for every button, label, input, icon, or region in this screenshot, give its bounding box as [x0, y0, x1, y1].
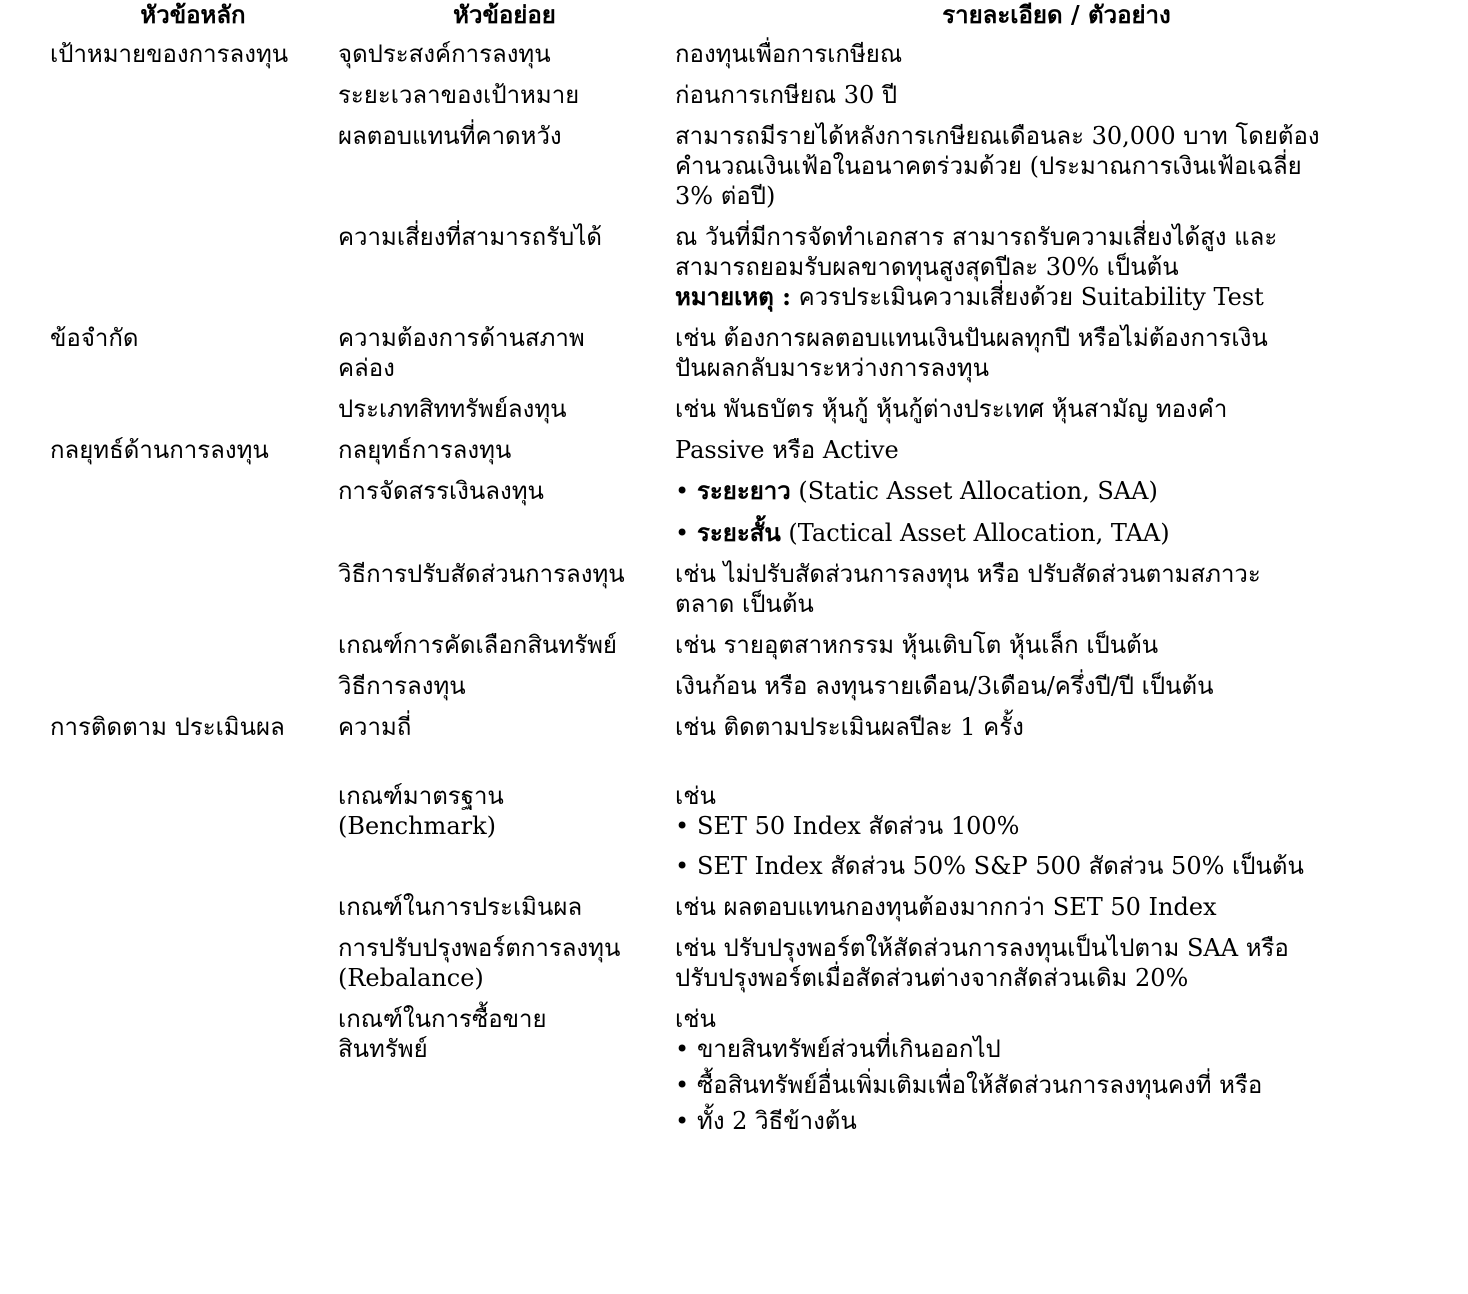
note-text: ควรประเมินความเสี่ยงด้วย Suitability Test — [791, 283, 1264, 311]
table-row — [50, 554, 1440, 625]
detail-line: เช่น ไม่ปรับสัดส่วนการลงทุน หรือ ปรับสัดส่วนตามสภาวะ — [675, 560, 1261, 588]
header-main-topic: หัวข้อหลัก — [140, 0, 246, 29]
bullet-icon: • — [675, 1035, 690, 1063]
detail-line: ณ วันที่มีการจัดทำเอกสาร สามารถรับความเสี่ยงได้สูง และ — [675, 223, 1278, 251]
table-row — [50, 217, 1440, 318]
table-row — [50, 999, 1440, 1142]
table-row — [50, 116, 1440, 217]
sub-topic: เกณฑ์ในการประเมินผล — [338, 893, 583, 921]
sub-topic: ความต้องการด้านสภาพ คล่อง — [338, 324, 585, 382]
detail-cell: เช่น ติดตามประเมินผลปีละ 1 ครั้ง — [675, 713, 1024, 741]
detail-line: สามารถยอมรับผลขาดทุนสูงสุดปีละ 30% เป็นต้น — [675, 253, 1179, 281]
detail-cell — [673, 217, 1440, 318]
main-topic-constraints: ข้อจำกัด — [50, 324, 139, 352]
table-row — [50, 707, 1440, 776]
table-row — [50, 471, 1440, 554]
detail-line: ปันผลกลับมาระหว่างการลงทุน — [675, 354, 990, 382]
note-line — [675, 282, 1440, 312]
detail-cell — [673, 318, 1440, 389]
bullet-icon: • — [675, 519, 690, 547]
detail-cell — [673, 999, 1440, 1142]
bullet-item: • ขายสินทรัพย์ส่วนที่เกินออกไป — [675, 1035, 1001, 1063]
table-row — [50, 389, 1440, 430]
bullet-icon: • — [675, 1107, 690, 1135]
note-label: หมายเหตุ : — [675, 282, 792, 311]
detail-cell: Passive หรือ Active — [675, 436, 899, 464]
detail-line: 3% ต่อปี) — [675, 182, 776, 210]
detail-cell — [673, 554, 1440, 625]
sub-topic: การจัดสรรเงินลงทุน — [338, 477, 544, 505]
detail-line: เช่น ปรับปรุงพอร์ตให้สัดส่วนการลงทุนเป็นไปตาม SAA หรือ — [675, 934, 1289, 962]
table-row — [50, 776, 1440, 887]
sub-topic: วิธีการปรับสัดส่วนการลงทุน — [338, 560, 625, 588]
detail-cell: เช่น พันธบัตร หุ้นกู้ หุ้นกู้ต่างประเทศ หุ้นสามัญ ทองคำ — [675, 395, 1228, 423]
detail-intro: เช่น — [675, 782, 716, 810]
table-row — [50, 928, 1440, 999]
detail-cell: เงินก้อน หรือ ลงทุนรายเดือน/3เดือน/ครึ่งปี/ปี เป็นต้น — [675, 672, 1214, 700]
detail-line: ปรับปรุงพอร์ตเมื่อสัดส่วนต่างจากสัดส่วนเดิม 20% — [675, 964, 1189, 992]
sub-topic: ความเสี่ยงที่สามารถรับได้ — [338, 223, 602, 251]
bullet-item: • ระยะยาว (Static Asset Allocation, SAA) — [675, 476, 1158, 505]
detail-cell: เช่น รายอุตสาหกรรม หุ้นเติบโต หุ้นเล็ก เป็นต้น — [675, 631, 1159, 659]
bullet-item: • ทั้ง 2 วิธีข้างต้น — [675, 1107, 857, 1135]
detail-line: คำนวณเงินเฟ้อในอนาคตร่วมด้วย (ประมาณการเงินเฟ้อเฉลี่ย — [675, 152, 1302, 180]
detail-cell — [673, 928, 1440, 999]
table-row — [50, 430, 1440, 471]
investment-policy-table — [50, 0, 1440, 1142]
header-row — [50, 0, 1440, 34]
sub-topic: เกณฑ์มาตรฐาน (Benchmark) — [338, 782, 504, 840]
table-row — [50, 887, 1440, 928]
sub-topic: กลยุทธ์การลงทุน — [338, 436, 512, 464]
bullet-item: • SET 50 Index สัดส่วน 100% — [675, 812, 1020, 840]
detail-cell — [673, 471, 1440, 554]
detail-cell: ก่อนการเกษียณ 30 ปี — [675, 81, 898, 109]
detail-line: สามารถมีรายได้หลังการเกษียณเดือนละ 30,000 บาท โดยต้อง — [675, 122, 1320, 150]
bullet-item: • SET Index สัดส่วน 50% S&P 500 สัดส่วน 50% เป็นต้น — [675, 852, 1304, 880]
sub-topic: ผลตอบแทนที่คาดหวัง — [338, 122, 562, 150]
sub-topic: ความถี่ — [338, 713, 412, 741]
table-row — [50, 666, 1440, 707]
sub-topic: เกณฑ์ในการซื้อขาย สินทรัพย์ — [338, 1005, 547, 1063]
table-row — [50, 34, 1440, 75]
header-sub-topic: หัวข้อย่อย — [453, 0, 556, 29]
bullet-icon: • — [675, 477, 690, 505]
sub-topic: ประเภทสิททรัพย์ลงทุน — [338, 395, 567, 423]
table-row — [50, 625, 1440, 666]
sub-topic: เกณฑ์การคัดเลือกสินทรัพย์ — [338, 631, 617, 659]
sub-topic: การปรับปรุงพอร์ตการลงทุน (Rebalance) — [338, 934, 621, 992]
detail-line: เช่น ต้องการผลตอบแทนเงินปันผลทุกปี หรือไม่ต้องการเงิน — [675, 324, 1268, 352]
bullet-item: • ระยะสั้น (Tactical Asset Allocation, TAA) — [675, 518, 1170, 547]
bullet-icon: • — [675, 852, 690, 880]
detail-cell — [673, 116, 1440, 217]
detail-cell: เช่น ผลตอบแทนกองทุนต้องมากกว่า SET 50 Index — [675, 893, 1217, 921]
detail-cell: กองทุนเพื่อการเกษียณ — [675, 40, 903, 68]
sub-topic: วิธีการลงทุน — [338, 672, 466, 700]
detail-intro: เช่น — [675, 1005, 716, 1033]
bullet-icon: • — [675, 812, 690, 840]
bullet-icon: • — [675, 1071, 690, 1099]
sub-topic: จุดประสงค์การลงทุน — [338, 40, 551, 68]
main-topic-strategy: กลยุทธ์ด้านการลงทุน — [50, 436, 269, 464]
sub-topic: ระยะเวลาของเป้าหมาย — [338, 81, 580, 109]
main-topic-goals: เป้าหมายของการลงทุน — [50, 40, 289, 68]
bullet-item: • ซื้อสินทรัพย์อื่นเพิ่มเติมเพื่อให้สัดส่วนการลงทุนคงที่ หรือ — [675, 1071, 1263, 1099]
table-row — [50, 75, 1440, 116]
main-topic-monitoring: การติดตาม ประเมินผล — [50, 713, 285, 741]
table-row — [50, 318, 1440, 389]
detail-line: ตลาด เป็นต้น — [675, 590, 814, 618]
detail-cell — [673, 776, 1440, 887]
header-detail: รายละเอียด / ตัวอย่าง — [942, 0, 1171, 29]
